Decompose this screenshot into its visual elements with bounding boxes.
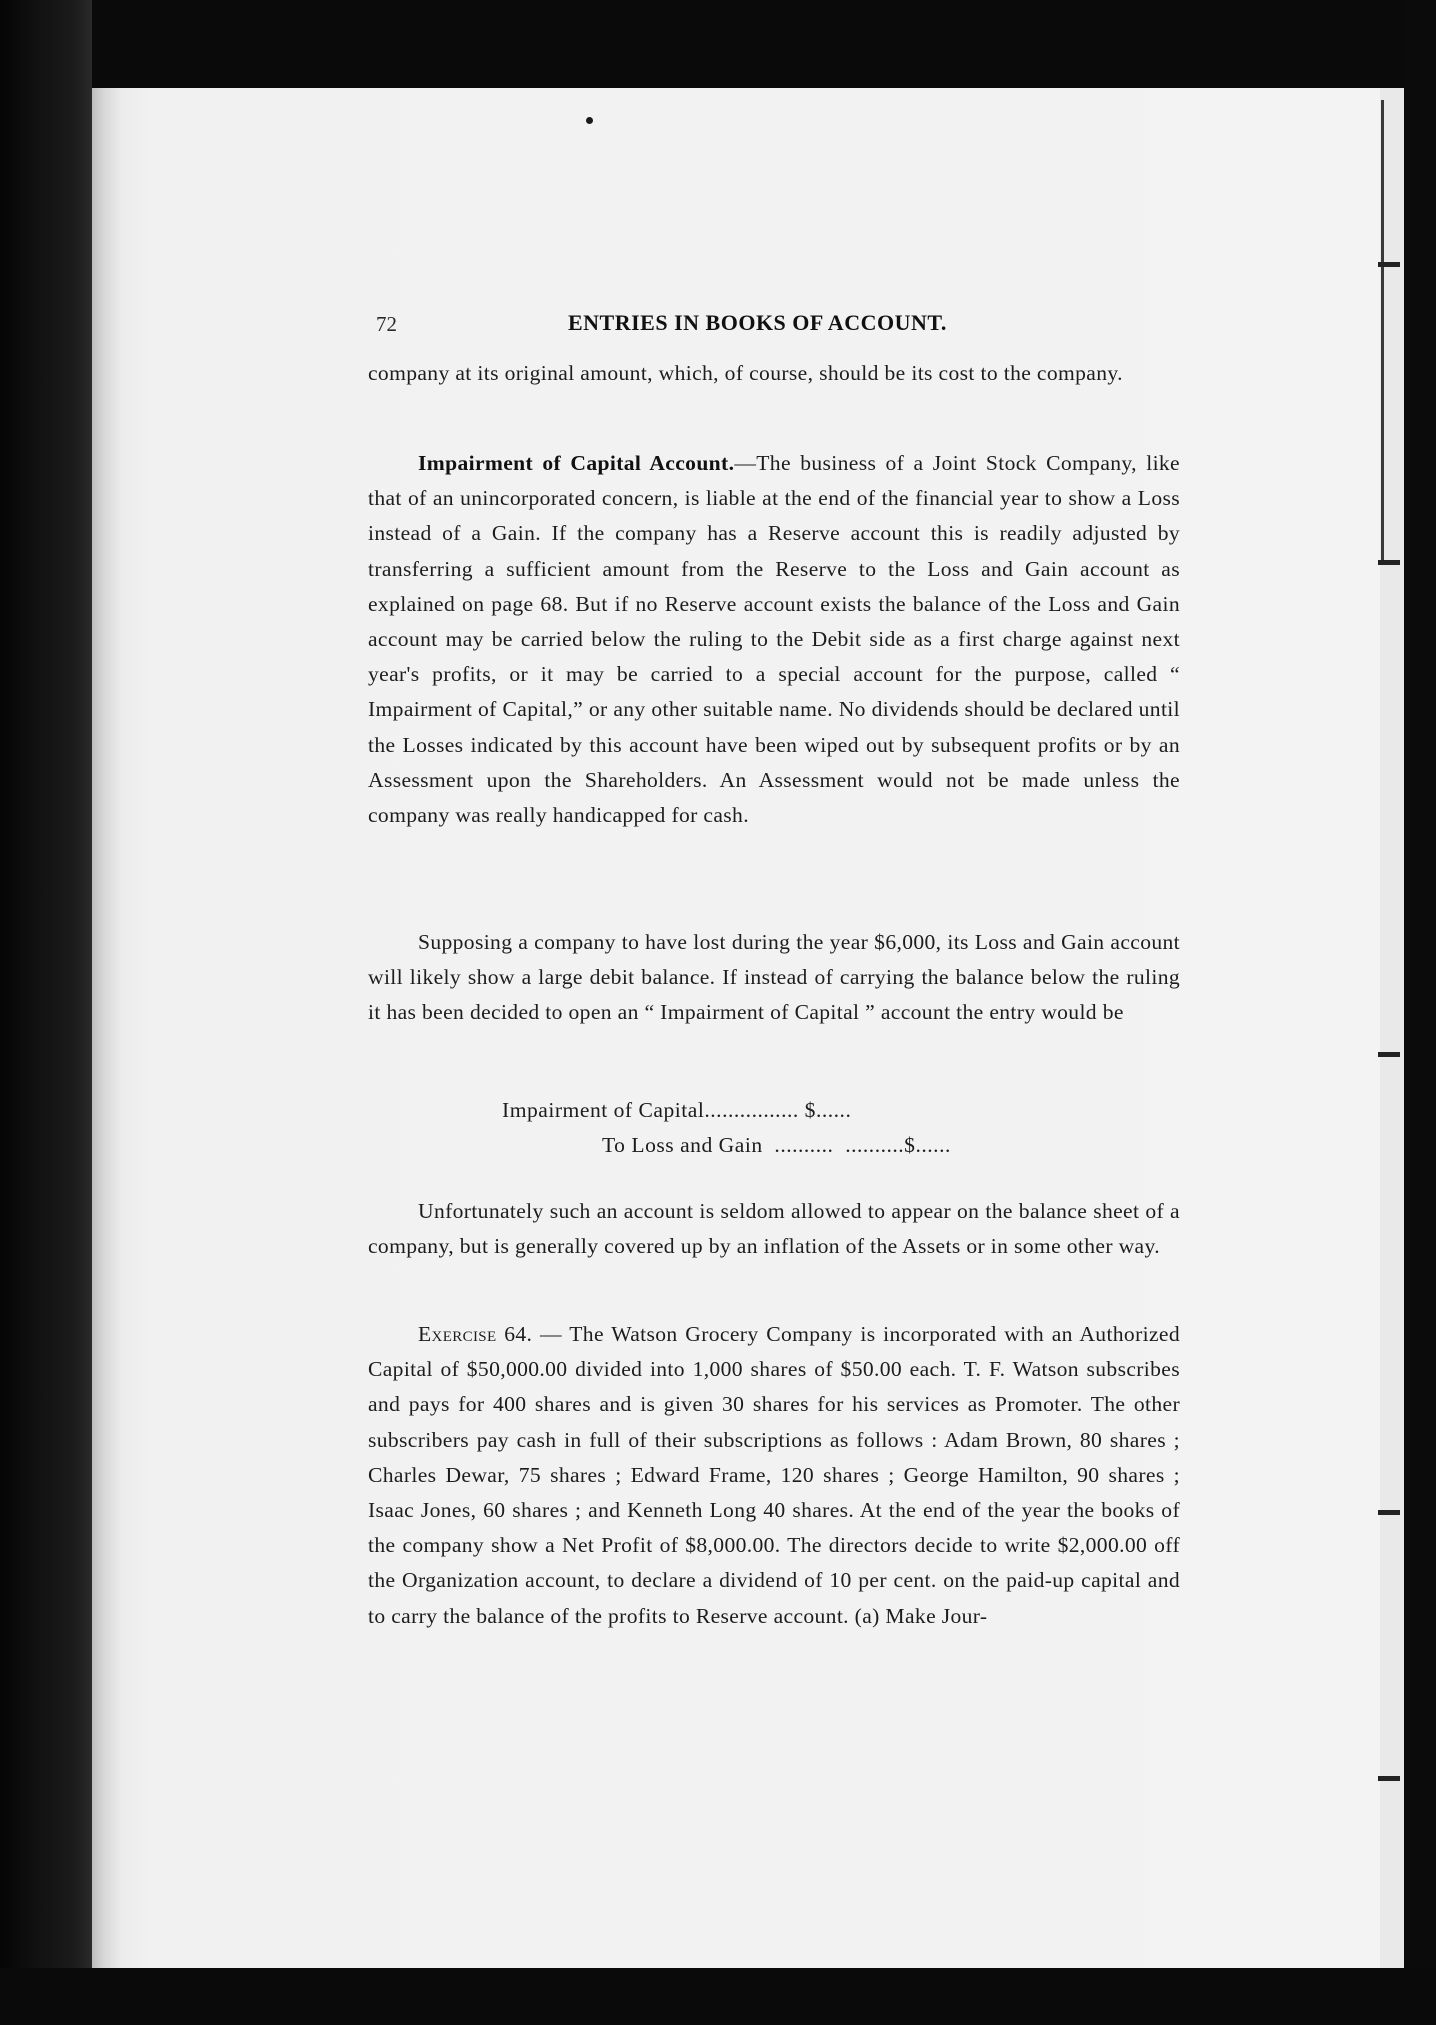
journal-debit-line: Impairment of Capital................ $......	[502, 1098, 852, 1122]
binding-mark	[1378, 1510, 1400, 1515]
binding-mark	[1378, 1052, 1400, 1057]
exercise-body: — The Watson Grocery Company is incorporated with an Authorized Capital of $50,000.00 divided into 1,000 shares of $50.00 each. T. F. Watson subscribes and pays for 400 shares and is given 30 shares for his services as Promoter. The other subscribers pay cash in full of their subscriptions as follows : Adam Brown, 80 shares ; Charles Dewar, 75 shares ; Edward Frame, 120 shares ; George Hamilton, 90 shares ; Isaac Jones, 60 shares ; and Kenneth Long 40 shares. At the end of the year the books of the company show a Net Profit of $8,000.00. The directors decide to write $2,000.00 off the Organization account, to declare a dividend of 10 per cent. on the paid-up capital and to carry the balance of the profits to Reserve account. (a) Make Jour-	[368, 1322, 1180, 1628]
paragraph-4: Unfortunately such an account is seldom allowed to appear on the balance sheet of a company, but is generally covered up by an inflation of the Assets or in some other way.	[368, 1199, 1180, 1259]
ink-speck	[586, 117, 593, 124]
scan-border-right	[1404, 0, 1436, 2025]
binding-mark	[1378, 1776, 1400, 1781]
section-heading: Impairment of Capital Account.	[418, 451, 735, 475]
binding-mark	[1378, 262, 1400, 267]
section-impairment	[368, 446, 1180, 833]
binding-line	[1381, 100, 1384, 560]
paragraph-2	[368, 446, 1180, 833]
journal-credit-line: To Loss and Gain .......... ..........$......	[602, 1133, 951, 1157]
running-head	[376, 306, 1176, 346]
page-number: 72	[376, 312, 397, 336]
paragraph-2-body: —The business of a Joint Stock Company, like that of an unincorporated concern, is liable at the end of the financial year to show a Loss instead of a Gain. If the company has a Reserve account this is readily adjusted by transferring a sufficient amount from the Reserve to the Loss and Gain account as explained on page 68. But if no Reserve account exists the balance of the Loss and Gain account may be carried below the ruling to the Debit side as a first charge against next year's profits, or it may be carried to a special account for the purpose, called “ Impairment of Capital,” or any other suitable name. No dividends should be declared until the Losses indicated by this account have been wiped out by subsequent profits or by an Assessment upon the Shareholders. An Assessment would not be made unless the company was really handicapped for cash.	[368, 451, 1180, 828]
scan-border-left	[0, 0, 92, 2025]
paragraph-1: company at its original amount, which, of course, should be its cost to the company.	[368, 361, 1123, 385]
scan-border-top	[0, 0, 1436, 88]
paragraph-continuation	[368, 356, 1180, 391]
binding-mark	[1378, 560, 1400, 565]
section-exercise	[368, 1317, 1180, 1634]
exercise-label: Exercise 64.	[418, 1322, 533, 1346]
section-unfortunately	[368, 1194, 1180, 1264]
scan-border-bottom	[0, 1968, 1436, 2025]
section-supposing	[368, 925, 1180, 1031]
paragraph-5	[368, 1317, 1180, 1634]
paragraph-3: Supposing a company to have lost during the year $6,000, its Loss and Gain account will likely show a large debit balance. If instead of carrying the balance below the ruling it has been decided to open an “ Impairment of Capital ” account the entry would be	[368, 930, 1180, 1025]
running-head-title: ENTRIES IN BOOKS OF ACCOUNT.	[568, 310, 947, 335]
